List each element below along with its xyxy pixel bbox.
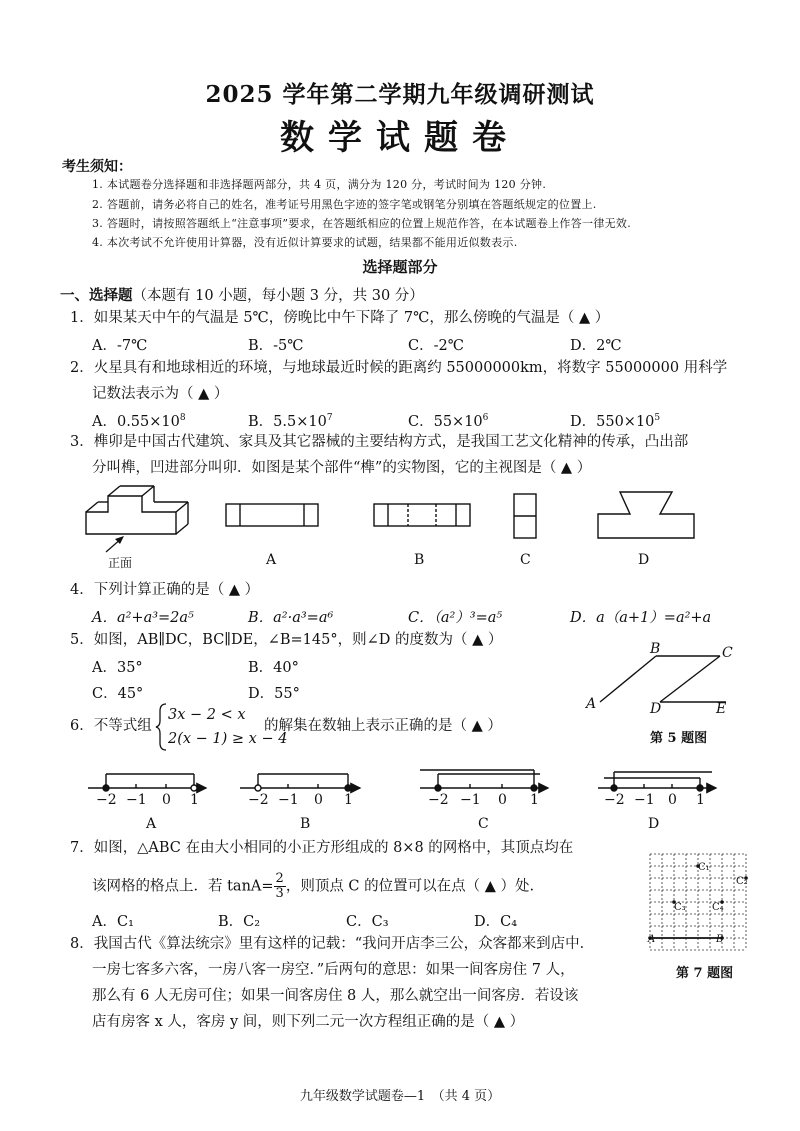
q6-brace	[156, 703, 168, 751]
section-heading	[60, 286, 424, 306]
q6-label-b: B	[300, 816, 311, 832]
q2-option-a	[92, 410, 186, 431]
q1-option-b: B．-5℃	[248, 338, 304, 354]
option-d-view	[598, 492, 694, 538]
q6-b-tick: 0	[314, 792, 323, 808]
q3-stem-line2: 分叫榫，凹进部分叫卯．如图是某个部件“榫”的实物图，它的主视图是（ ▲ ）	[92, 460, 592, 476]
q7-label-c1: C₁	[698, 862, 710, 873]
q7-fraction-num: 2	[275, 871, 284, 886]
q6-inequality-2: 2(x − 1) ≥ x − 4	[168, 731, 288, 747]
q6-a-tick: 1	[190, 792, 199, 808]
q5-point-e: E	[716, 701, 727, 717]
q7-label-c2: C₂	[736, 876, 748, 887]
q6-b-tick: 1	[344, 792, 353, 808]
q4-option-d: D．a（a+1）=a²+a	[570, 610, 712, 626]
q5-caption: 第 5 题图	[650, 731, 708, 746]
q7-caption: 第 7 题图	[676, 966, 734, 981]
q7-fraction-den: 3	[275, 886, 284, 901]
q4-stem: 4．下列计算正确的是（ ▲ ）	[70, 582, 260, 598]
q5-point-b: B	[650, 641, 661, 657]
q7-stem-post: ，则顶点 C 的位置可以在点（ ▲ ）处.	[285, 878, 535, 895]
q6-b-tick: −2	[248, 792, 269, 808]
q6-line-b	[240, 774, 360, 791]
q2-stem-line1: 2．火星具有和地球相近的环境，与地球最近时候的距离约 55000000km，将数字 55000000 用科学	[70, 360, 728, 376]
exam-title: 2025 学年第二学期九年级调研测试	[205, 81, 595, 108]
q2-option-a-exp: 8	[179, 413, 186, 424]
q6-d-tick: −2	[604, 792, 625, 808]
q6-a-tick: −2	[96, 792, 117, 808]
q3-label-b: B	[414, 552, 425, 568]
q6-line-a	[88, 774, 206, 791]
q7-stem-pre: 该网格的格点上．若 tanA=	[92, 878, 274, 895]
q6-label-a: A	[146, 816, 157, 832]
q2-option-b-exp: 7	[326, 413, 333, 424]
q2-option-d-exp: 5	[654, 413, 661, 424]
q7-stem-line1: 7．如图，△ABC 在由大小相同的小正方形组成的 8×8 的网格中，其顶点均在	[70, 840, 574, 856]
notice-heading: 考生须知：	[62, 159, 132, 175]
exam-subject-title: 数学试题卷	[280, 118, 520, 158]
q6-line-d	[598, 772, 716, 791]
option-a-view	[226, 504, 318, 526]
q2-option-d	[570, 410, 660, 431]
q7-option-c: C．C₃	[346, 914, 389, 930]
notice-item: 1. 本试题卷分选择题和非选择题两部分，共 4 页，满分为 120 分，考试时间为 120 分钟.	[92, 178, 547, 191]
q6-c-tick: 1	[530, 792, 539, 808]
q3-label-c: C	[520, 552, 531, 568]
q2-option-c	[408, 410, 488, 431]
q4-option-c: C．（a²）³=a⁵	[408, 610, 503, 626]
q5-point-c: C	[722, 645, 733, 661]
q6-a-tick: 0	[162, 792, 171, 808]
notice-item: 4. 本次考试不允许使用计算器，没有近似计算要求的试题，结果都不能用近似数表示.	[92, 236, 518, 249]
q7-label-c3: C₃	[674, 902, 686, 913]
q7-option-b: B．C₂	[218, 914, 261, 930]
tenon-3d-figure	[86, 486, 188, 534]
notice-item: 3. 答题时，请按照答题纸上“注意事项”要求，在答题纸相应的位置上规范作答，在本试题卷上作答一律无效.	[92, 217, 632, 230]
section-heading-bold: 一、选择题	[60, 287, 133, 304]
q6-d-tick: 1	[696, 792, 705, 808]
q6-label-c: C	[478, 816, 489, 832]
q1-option-c: C．-2℃	[408, 338, 464, 354]
front-arrow	[106, 536, 124, 552]
q6-c-tick: −2	[428, 792, 449, 808]
q6-prefix: 6．不等式组	[70, 718, 152, 734]
q3-front-label: 正面	[108, 556, 133, 570]
q6-d-tick: 0	[668, 792, 677, 808]
q1-option-d: D．2℃	[570, 338, 622, 354]
q2-option-d-base: D．550×10	[570, 414, 655, 430]
q6-label-d: D	[648, 816, 660, 832]
q8-stem-line2: 一房七客多六客，一房八客一房空．”后两句的意思：如果一间客房住 7 人，	[92, 962, 575, 978]
q6-line-c	[420, 770, 548, 791]
q2-stem-line2: 记数法表示为（ ▲ ）	[92, 386, 229, 402]
q1-stem: 1．如果某天中午的气温是 5℃，傍晚比中午下降了 7℃，那么傍晚的气温是（ ▲ ）	[70, 310, 610, 326]
q6-b-tick: −1	[278, 792, 299, 808]
q5-option-b: B．40°	[248, 660, 299, 676]
q8-stem-line3: 那么有 6 人无房可住；如果一间客房住 8 人，那么就空出一间客房．若设该	[92, 988, 579, 1004]
q4-option-a: A．a²+a³=2a⁵	[92, 610, 194, 626]
section-title: 选择题部分	[362, 258, 438, 276]
q6-inequality-1: 3x − 2 < x	[168, 707, 246, 723]
q5-option-d: D．55°	[248, 686, 300, 702]
q6-suffix: 的解集在数轴上表示正确的是（ ▲ ）	[264, 718, 502, 734]
q8-stem-line4: 店有房客 x 人，客房 y 间，则下列二元一次方程组正确的是（ ▲ ）	[92, 1014, 525, 1030]
q8-stem-line1: 8．我国古代《算法统宗》里有这样的记载：“我问开店李三公，众客都来到店中．	[70, 936, 595, 952]
q5-option-c: C．45°	[92, 686, 144, 702]
q5-point-a: A	[586, 696, 597, 712]
q1-option-a: A．-7℃	[92, 338, 148, 354]
q2-option-b-base: B．5.5×10	[248, 414, 327, 430]
q5-option-a: A．35°	[92, 660, 143, 676]
q6-number-lines	[0, 762, 800, 812]
q7-option-a: A．C₁	[92, 914, 134, 930]
q5-point-d: D	[650, 701, 662, 717]
q2-option-c-base: C．55×10	[408, 414, 483, 430]
q3-label-a: A	[266, 552, 277, 568]
page-footer: 九年级数学试题卷—1 （共 4 页）	[299, 1089, 501, 1104]
q6-d-tick: −1	[634, 792, 655, 808]
q2-option-c-exp: 6	[482, 413, 489, 424]
option-b-view	[374, 504, 470, 526]
section-heading-rest: （本题有 10 小题，每小题 3 分，共 30 分）	[132, 288, 424, 304]
q7-option-d: D．C₄	[474, 914, 518, 930]
q2-option-a-base: A．0.55×10	[92, 414, 180, 430]
q7-label-c4: C₄	[712, 902, 724, 913]
q6-c-tick: 0	[498, 792, 507, 808]
q3-label-d: D	[638, 552, 650, 568]
q7-stem-line2	[92, 872, 534, 901]
q5-stem: 5．如图，AB∥DC，BC∥DE，∠B=145°，则∠D 的度数为（ ▲ ）	[70, 632, 503, 648]
q7-label-a: A	[648, 934, 656, 945]
option-c-view	[514, 494, 536, 538]
q3-stem-line1: 3．榫卯是中国古代建筑、家具及其它器械的主要结构方式，是我国工艺文化精神的传承，凸出部	[70, 434, 689, 450]
notice-item: 2. 答题前，请务必将自己的姓名，准考证号用黑色字迹的签字笔或钢笔分别填在答题纸规定的位置上.	[92, 198, 597, 211]
q2-option-b	[248, 410, 333, 431]
q5-figure	[580, 640, 780, 720]
q6-c-tick: −1	[460, 792, 481, 808]
q7-fraction	[274, 872, 286, 901]
q7-label-b: B	[716, 934, 724, 945]
q6-a-tick: −1	[126, 792, 147, 808]
q4-option-b: B．a²·a³=a⁶	[248, 610, 334, 626]
